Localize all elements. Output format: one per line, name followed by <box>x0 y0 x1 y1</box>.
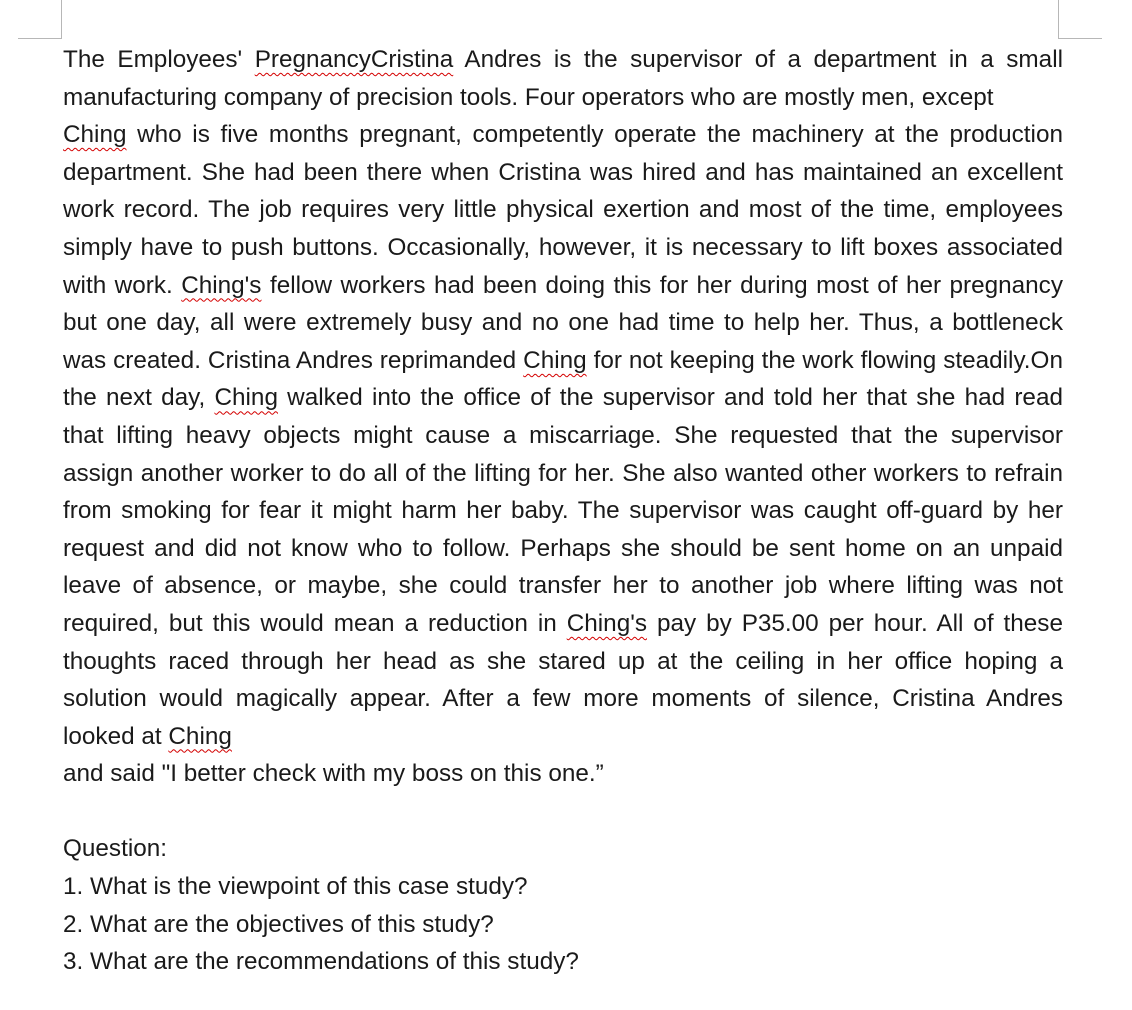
question-item-2: 2. What are the objectives of this study? <box>63 910 494 938</box>
paragraph-text: walked into the office of the supervisor and told her that she had read that lifting heavy objects might cause a miscarriage. She requested that the supervisor assign another worker to do all of the lifting for her. She also wanted other workers to refrain from smoking for fear it might harm her baby. The supervisor was caught off-guard by her request and did not know who to follow. Perhaps she should be sent home on an unpaid leave of absence, or maybe, she could transfer her to another job where lifting was not required, but this would mean a reduction in <box>63 384 1063 637</box>
misspelled-word[interactable]: Ching <box>63 121 127 149</box>
page-corner-mark-top-right <box>1058 0 1102 39</box>
case-title-text: The Employees' <box>63 46 243 73</box>
case-study-paragraph[interactable] <box>63 41 1063 793</box>
document-body[interactable] <box>63 41 1063 981</box>
question-label: Question: <box>63 835 167 863</box>
paragraph-text: pay by P35.00 per hour. All of these thoughts raced through her head as she stared up at the ceiling in her office hoping a solution would magically appear. After a few more moments of silence, Cristina Andres looked at <box>63 609 1063 750</box>
misspelled-word[interactable]: Ching <box>214 384 278 412</box>
question-item-3: 3. What are the recommendations of this study? <box>63 948 579 976</box>
paragraph-text: for not keeping the work flowing steadily.On the next day, <box>63 346 1063 412</box>
question-item-1: 1. What is the viewpoint of this case study? <box>63 873 528 901</box>
misspelled-word[interactable]: Ching's <box>181 271 262 299</box>
page-corner-mark-top-left <box>18 0 62 39</box>
paragraph-text: fellow workers had been doing this for her during most of her pregnancy but one day, all were extremely busy and no one had time to help her. Thus, a bottleneck was created. Cristina Andres reprimanded <box>63 271 1063 374</box>
paragraph-text: and said "I better check with my boss on this one.” <box>63 760 604 788</box>
blank-line <box>63 793 1063 831</box>
misspelled-word[interactable]: Ching's <box>566 609 647 637</box>
misspelled-word[interactable]: Ching <box>168 722 232 750</box>
misspelled-word[interactable]: Ching <box>523 346 587 374</box>
paragraph-text: who is five months pregnant, competently operate the machinery at the production department. She had been there when Cristina was hired and has maintained an excellent work record. The job requires very little physical exertion and most of the time, employees simply have to push buttons. Occasionally, however, it is necessary to lift boxes associated with work. <box>63 121 1063 299</box>
misspelled-word[interactable]: PregnancyCristina <box>254 46 454 73</box>
paragraph-text: Andres is the supervisor of a department in a small manufacturing company of precision tools. Four operators who are mostly men, except <box>63 46 1063 111</box>
